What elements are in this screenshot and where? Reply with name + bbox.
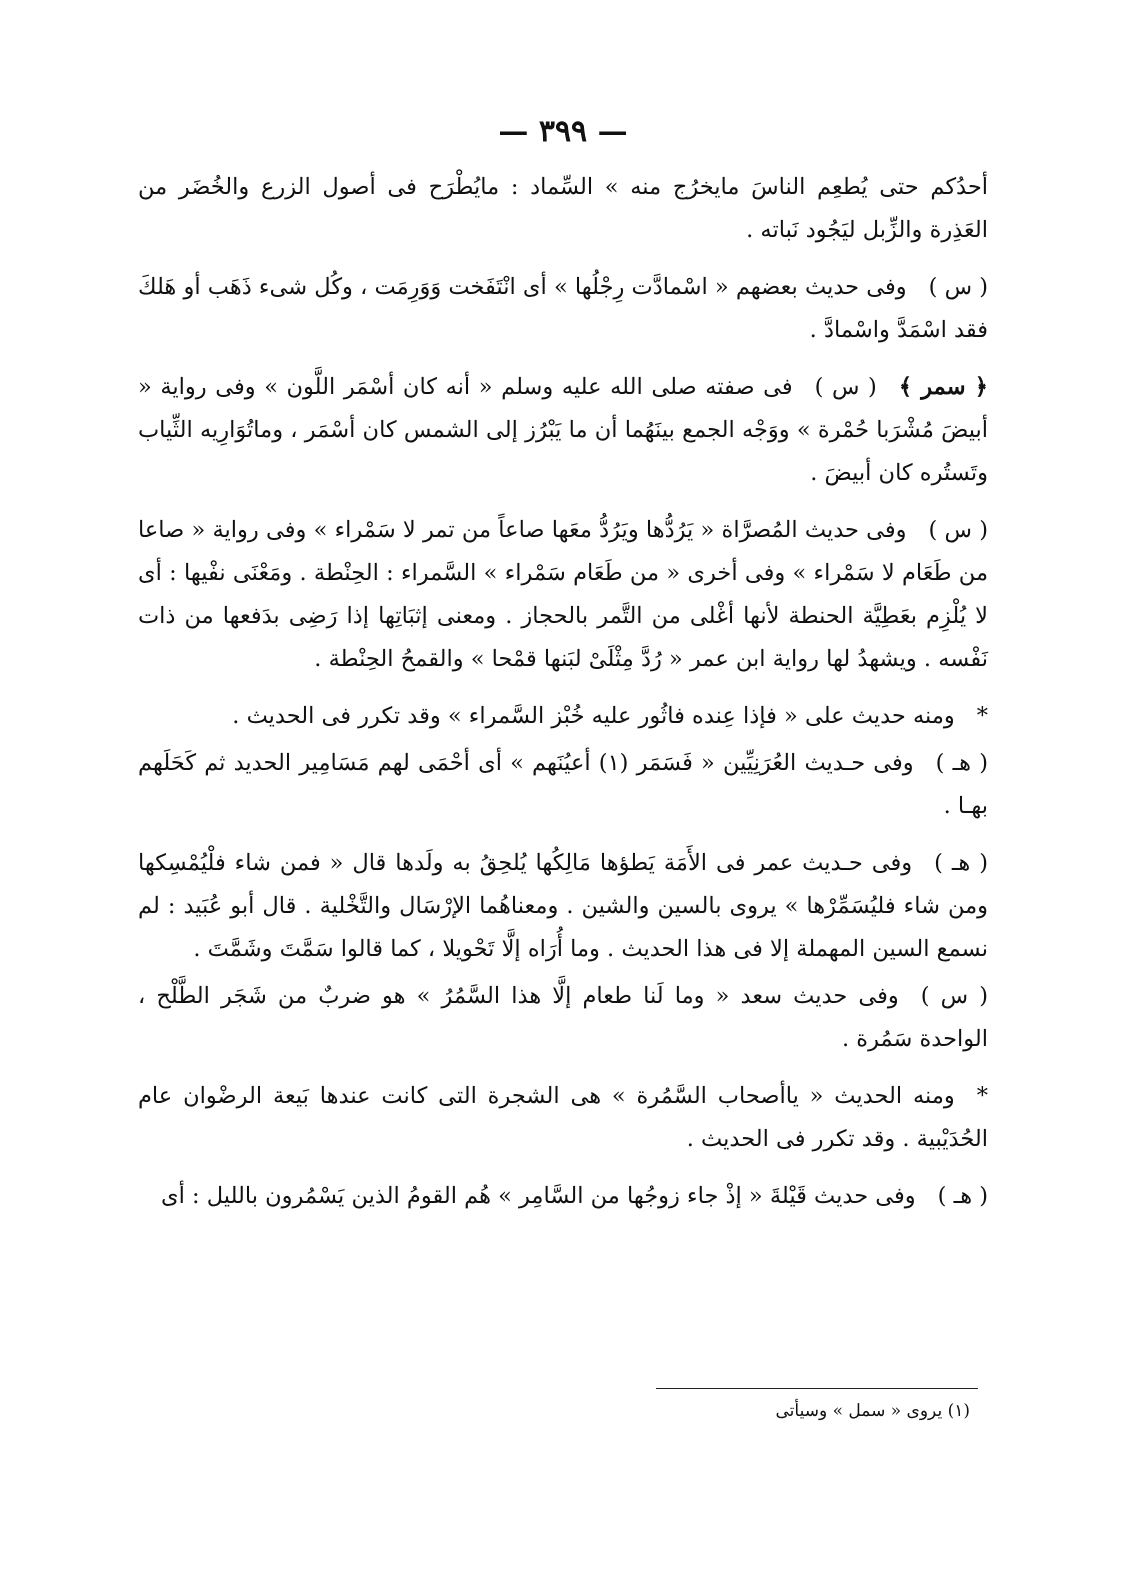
footnote: (١) يروى « سمل » وسيأتى (775, 1401, 970, 1421)
source-code: ( س ) (928, 274, 989, 300)
paragraph-text: وفى حـديث عمر فى الأَمَة يَطؤها مَالِكُها يُلحِقُ به ولَدها قال « فمن شاء فلْيُمْسِكها ومن شاء فليُسَمِّرْها » يروى بالسين والشين . ومعناهُما الإرْسَال والتَّخْلية . قال أبو عُبَيد : لم نسمع السين المهملة إلا فى هذا الحديث . وما أُرَاه إلَّا تَحْويلا ، كما قالوا سَمَّتَ وشَمَّتَ . (138, 850, 988, 962)
paragraph (138, 975, 988, 1061)
paragraph-text: أحدُكم حتى يُطعِم الناسَ مايخرُج منه » السِّماد : مايُطْرَح فى أصول الزرع والخُضَر من العَذِرة والزِّبل ليَجُود نَباته . (138, 174, 988, 243)
paragraph-text: ومنه حديث على « فإذا عِنده فاثُور عليه خُبْز السَّمراء » وقد تكرر فى الحديث . (232, 703, 955, 729)
source-code: * (976, 1083, 988, 1109)
paragraph-text: فى صفته صلى الله عليه وسلم « أنه كان أسْمَر اللَّون » وفى رواية « أبيضَ مُشْرَبا حُمْرة » ووَجْه الجمع بينَهُما أن ما يَبْرُز إلى الشمس كان أسْمَر ، وماتُوَارِيه الثِّياب وتَستُره كان أبيضَ . (138, 374, 988, 486)
source-code: * (976, 703, 988, 729)
paragraph-text: وفى حـديث العُرَنِيِّين « فَسَمَر (١) أعيُنَهم » أى أحْمَى لهم مَسَامِير الحديد ثم كَحَلَهم بهـا . (138, 750, 988, 819)
paragraph (138, 509, 988, 681)
source-code: ( س ) (814, 374, 877, 400)
paragraph-text: وفى حديث المُصرَّاة « يَرُدُّها ويَرُدُّ معَها صاعاً من تمر لا سَمْراء » وفى رواية « صاعا من طَعَام لا سَمْراء » وفى أخرى « من طَعَام سَمْراء » السَّمراء : الحِنْطة . ومَعْنَى نفْيها : أى لا يُلْزِم بعَطِيَّة الحنطة لأنها أغْلى من التَّمر بالحجاز . ومعنى إثبَاتِها إذا رَضِى بدَفعها من ذات نَفْسه . ويشهدُ لها رواية ابن عمر « رُدَّ مِثْلَىْ لبَنها قمْحا » والقمحُ الحِنْطة . (138, 517, 988, 672)
paragraph (138, 366, 988, 495)
source-code: ( س ) (920, 983, 989, 1009)
paragraph (138, 695, 988, 738)
paragraph-text: وفى حديث بعضهم « اسْمادَّت رِجْلُها » أى انْتَفَخت وَوَرِمَت ، وكُل شىء ذَهَب أو هَلكَ فقد اسْمَدَّ واسْمادَّ . (138, 274, 988, 343)
source-code: ( هـ ) (934, 850, 988, 876)
source-code: ( هـ ) (935, 750, 988, 776)
paragraph-text: وفى حديث قَيْلةَ « إذْ جاء زوجُها من السَّامِر » هُم القومُ الذين يَسْمُرون بالليل : أى (161, 1183, 916, 1209)
paragraph (138, 166, 988, 252)
paragraph (138, 742, 988, 828)
paragraph (138, 1075, 988, 1161)
paragraph (138, 266, 988, 352)
source-code: ( س ) (928, 517, 989, 543)
entry-heading: ﴿ سمر ﴾ (898, 374, 988, 400)
body-text (138, 166, 988, 1218)
footnote-divider (656, 1388, 978, 1389)
paragraph (138, 842, 988, 971)
page-number: — ٣٩٩ — (498, 114, 628, 149)
source-code: ( هـ ) (937, 1183, 988, 1209)
paragraph-text: ومنه الحديث « ياأصحاب السَّمُرة » هى الشجرة التى كانت عندها بَيعة الرضْوان عام الحُدَيْبية . وقد تكرر فى الحديث . (138, 1083, 988, 1152)
paragraph-text: وفى حديث سعد « وما لَنا طعام إلَّا هذا السَّمُرُ » هو ضربٌ من شَجَر الطَّلْح ، الواحدة سَمُرة . (138, 983, 988, 1052)
paragraph (138, 1175, 988, 1218)
